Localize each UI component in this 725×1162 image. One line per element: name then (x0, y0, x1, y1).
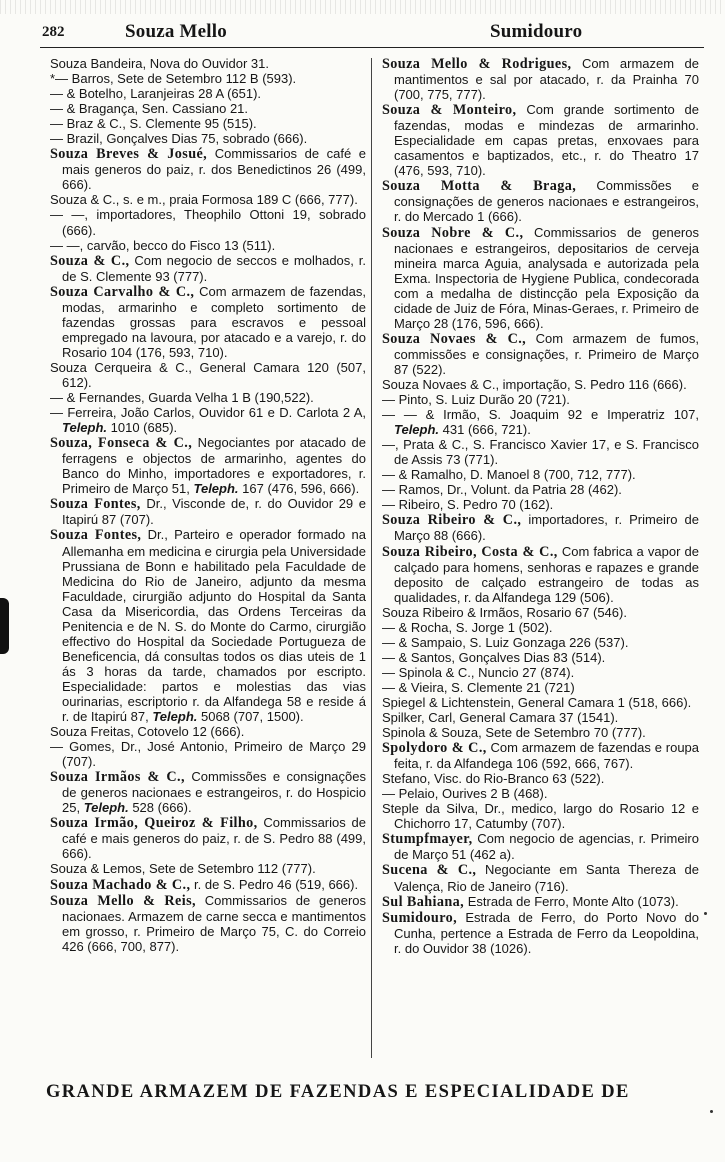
directory-entry (382, 392, 699, 407)
entry-text: & Botelho, Laranjeiras 28 A (651). (66, 86, 262, 102)
header-rule (40, 47, 704, 48)
entry-firm-name: Souza Nobre & C., (382, 224, 524, 241)
entry-text: Souza & C., s. e m., praia Formosa 189 C (666, 777). (50, 192, 358, 208)
directory-entry (50, 739, 366, 769)
entry-text: Commissarios de café e mais generos do paiz, r. dos Benedictinos 26 (499, 666). (62, 146, 366, 193)
directory-entry (50, 390, 366, 405)
directory-entry (382, 725, 699, 740)
entry-text: Negociante em Santa Thereza de Valença, Rio de Janeiro (716). (394, 862, 699, 894)
page-number: 282 (42, 24, 65, 40)
entry-text: — (382, 392, 399, 408)
directory-entry (382, 786, 699, 801)
telephone-label: Teleph. (193, 481, 239, 497)
entry-text: Com armazem de fazendas, modas, armarinho e completo sortimento de fazendas grossas para escravos e pessoal empregado na lavoura, por atacado e a varejo, r. do Rosario 104 (176, 593, 710). (62, 283, 366, 360)
entry-text: Souza Novaes & C., importação, S. Pedro 116 (666). (382, 376, 687, 392)
directory-entry (50, 101, 366, 116)
entry-text: Souza Cerqueira & C., General Camara 120 (507, 612). (50, 359, 366, 390)
directory-entry (50, 815, 366, 861)
right-running-head: Sumidouro (490, 21, 583, 42)
directory-entry (50, 496, 366, 527)
entry-text: — (382, 482, 399, 498)
entry-text: — (382, 649, 399, 665)
entry-text: — (382, 664, 399, 680)
entry-text: Commissarios de generos nacionaes e estrangeiros, depositarios de cerveja mineira marca Aguia, analysada e autorizada pela Exma. Inspectoria de Hygiene Publica, condecorada com a medalha de distincção pela Exposição da cidade de Juiz de Fóra, Minas-Geraes, r. Primeiro de Março 28 (176, 596, 666). (394, 224, 699, 331)
entry-firm-name: Sul Bahiana, (382, 893, 465, 910)
directory-entry (50, 405, 366, 435)
entry-text: Gomes, Dr., José Antonio, Primeiro de Março 29 (707). (62, 739, 366, 770)
entry-text: — (382, 634, 399, 650)
speck (704, 912, 707, 915)
entry-text: Steple da Silva, Dr., medico, largo do Rosario 12 e Chichorro 17, Catumby (707). (382, 801, 699, 832)
entry-text: Commissões e consignações de generos nacionaes e estrangeiros, r. do Mercado 1 (666). (394, 178, 699, 225)
entry-text: — (50, 739, 70, 755)
entry-firm-name: Souza Mello & Rodrigues, (382, 56, 572, 72)
directory-entry (382, 437, 699, 467)
entry-text: Pelaio, Ourives 2 B (468). (398, 786, 548, 802)
directory-entry (50, 86, 366, 101)
entry-firm-name: Souza Motta & Braga, (382, 178, 577, 195)
entry-text: 5068 (707, 1500). (197, 709, 304, 725)
directory-entry (382, 710, 699, 725)
entry-text: Spiegel & Lichtenstein, General Camara 1 (518, 666). (382, 694, 692, 710)
entry-text: importadores, r. Primeiro de Março 88 (666). (394, 512, 699, 544)
entry-firm-name: Souza Mello & Reis, (50, 892, 196, 909)
speck (710, 1110, 713, 1113)
entry-text: Commissarios de generos nacionaes. Armazem de carne secca e mantimentos em grosso, r. Primeiro de Março 75, C. do Correio 426 (666, 700, 877). (62, 892, 366, 954)
entry-text: — (50, 207, 72, 223)
entry-text: Commissões e consignações de generos nacionaes e estrangeiros, r. do Hospicio 25, (62, 769, 366, 816)
directory-entry (50, 71, 366, 86)
left-running-head: Souza Mello (125, 21, 227, 42)
directory-entry (50, 253, 366, 284)
entry-firm-name: Souza Novaes & C., (382, 330, 527, 347)
entry-firm-name: Souza Fontes, (50, 496, 141, 513)
directory-entry (382, 497, 699, 512)
entry-firm-name: Sucena & C., (382, 862, 477, 879)
entry-text: Negociantes por atacado de ferragens e objectos de armarinho, agentes do Banco do Minho, importadores e exportadores, r. Primeiro de Março 51, (62, 435, 366, 497)
entry-text: Barros, Sete de Setembro 112 B (593). (71, 71, 297, 87)
entry-text: & Rocha, S. Jorge 1 (502). (398, 619, 553, 635)
entry-text: —, importadores, Theophilo Ottoni 19, sobrado (666). (62, 207, 366, 238)
directory-entry (50, 192, 366, 207)
telephone-label: Teleph. (152, 709, 198, 725)
footer-banner: GRANDE ARMAZEM DE FAZENDAS E ESPECIALIDADE DE (46, 1082, 630, 1102)
entry-text: — (50, 86, 67, 102)
page-header (0, 0, 725, 44)
directory-entry (382, 102, 699, 178)
directory-entry (382, 620, 699, 635)
entry-text: — (50, 101, 67, 117)
entry-text: & Santos, Gonçalves Dias 83 (514). (398, 649, 606, 665)
entry-text: — (382, 497, 399, 513)
entry-firm-name: Souza Ribeiro & C., (382, 512, 522, 529)
directory-entry (382, 771, 699, 786)
entry-text: Ribeiro, S. Pedro 70 (162). (398, 497, 554, 513)
entry-text: Com armazem de mantimentos e sal por atacado, r. da Prainha 70 (700, 775, 777). (394, 56, 699, 103)
entry-firm-name: Souza, Fonseca & C., (50, 435, 193, 452)
entry-text: Souza & Lemos, Sete de Setembro 112 (777). (50, 861, 316, 877)
entry-text: Com armazem de fazendas e roupa feita, r. da Alfandega 106 (592, 666, 767). (394, 740, 699, 772)
entry-text: Brazil, Gonçalves Dias 75, sobrado (666). (66, 131, 308, 147)
telephone-label: Teleph. (83, 800, 129, 816)
entry-firm-name: Souza Fontes, (50, 527, 142, 544)
entry-text: Souza Ribeiro & Irmãos, Rosario 67 (546). (382, 604, 627, 620)
directory-entry (50, 207, 366, 237)
directory-entry (382, 862, 699, 893)
directory-entry (50, 877, 366, 893)
entry-text: & Fernandes, Guarda Velha 1 B (190,522). (66, 390, 314, 406)
entry-text: Estrada de Ferro, do Porto Novo do Cunha, pertence a Estrada de Ferro da Leopoldina, r. do Ouvidor 38 (1026). (394, 909, 699, 956)
directory-entry (50, 435, 366, 496)
entry-text: Souza Bandeira, Nova do Ouvidor 31. (50, 56, 269, 71)
entry-text: Spinola & Souza, Sete de Setembro 70 (777). (382, 725, 646, 741)
entry-firm-name: Souza & C., (50, 252, 130, 269)
directory-entry (382, 831, 699, 862)
directory-entry (382, 407, 699, 437)
entry-text: 528 (666). (128, 800, 192, 816)
directory-entry (382, 605, 699, 620)
directory-entry (382, 467, 699, 482)
entry-text: Com fabrica a vapor de calçado para homens, senhoras e rapazes e grande deposito de calçado estrangeiro de todas as qualidades, r. da Alfandega 129 (506). (394, 543, 699, 605)
entry-text: Ramos, Dr., Volunt. da Patria 28 (462). (398, 482, 622, 498)
telephone-label: Teleph. (62, 420, 108, 436)
entry-text: Estrada de Ferro, Monte Alto (1073). (464, 893, 679, 909)
entry-text: Spilker, Carl, General Camara 37 (1541). (382, 710, 619, 726)
entry-text: Braz & C., S. Clemente 95 (515). (66, 116, 257, 132)
entry-text: Com armazem de fumos, commissões e consignações, r. Primeiro de Março 87 (522). (394, 330, 699, 377)
directory-entry (50, 360, 366, 390)
entry-text: r. de S. Pedro 46 (519, 666). (190, 876, 359, 892)
directory-entry (50, 284, 366, 360)
directory-entry (382, 695, 699, 710)
directory-entry (50, 238, 366, 253)
directory-entry (382, 331, 699, 377)
entry-firm-name: Souza Ribeiro, Costa & C., (382, 543, 558, 560)
entry-firm-name: Souza Irmão, Queiroz & Filho, (50, 815, 258, 832)
entry-text: Stefano, Visc. do Rio-Branco 63 (522). (382, 771, 605, 787)
entry-text: Com negocio de seccos e molhados, r. de S. Clemente 93 (777). (62, 252, 366, 284)
entry-text: Souza Freitas, Cotovelo 12 (666). (50, 724, 245, 740)
entry-text: — (50, 405, 68, 421)
directory-entry (50, 146, 366, 192)
directory-entry (50, 861, 366, 876)
entry-text: Ferreira, João Carlos, Ouvidor 61 e D. Carlota 2 A, (67, 405, 366, 421)
directory-entry (382, 225, 699, 331)
entry-text: — (382, 619, 399, 635)
entry-text: 431 (666, 721). (439, 422, 531, 438)
entry-firm-name: Sumidouro, (382, 909, 458, 926)
entry-firm-name: Souza Irmãos & C., (50, 769, 185, 786)
entry-text: Dr., Visconde de, r. do Ouvidor 29 e Itapirú 87 (707). (62, 496, 366, 528)
entry-firm-name: Spolydoro & C., (382, 740, 487, 757)
directory-entry (382, 650, 699, 665)
entry-text: Commissarios de café e mais generos do paiz, r. de S. Pedro 88 (499, 666). (62, 815, 366, 862)
entry-text: —, carvão, becco do Fisco 13 (511). (66, 237, 276, 253)
entry-text: Com negocio de agencias, r. Primeiro de Março 51 (462 a). (394, 831, 699, 863)
page-edge-noise (0, 0, 725, 14)
entry-text: —, (382, 437, 404, 453)
directory-entry (50, 116, 366, 131)
directory-entry (382, 680, 699, 695)
entry-firm-name: Souza Carvalho & C., (50, 283, 195, 300)
entry-text: Com grande sortimento de fazendas, modas e mindezas de armarinho. Especialidade em capas pretas, enxovaes para casamentos e baptizados, etc., r. do Theatro 17 (476, 593, 710). (394, 102, 699, 179)
right-column (382, 56, 699, 1056)
entry-text: 1010 (685). (107, 420, 178, 436)
entry-text: — (50, 237, 67, 253)
telephone-label: Teleph. (394, 422, 440, 438)
entry-text: — (382, 679, 399, 695)
directory-entry (50, 131, 366, 146)
directory-entry (382, 894, 699, 910)
entry-firm-name: Souza & Monteiro, (382, 102, 517, 119)
entry-firm-name: Souza Machado & C., (50, 876, 191, 893)
entry-firm-name: Stumpfmayer, (382, 831, 473, 848)
entry-text: & Sampaio, S. Luiz Gonzaga 226 (537). (398, 634, 629, 650)
entry-text: Dr., Parteiro e operador formado na Allemanha em medicina e cirurgia pela Universidade Prussiana de Bonn e habilitado pela Faculdade de Medicina do Rio de Janeiro, adjunto da mesma Faculdade, cirurgião adjunto do Hospital da Santa Casa da Misericordia, das Ordens Terceiras da Penitencia e de N. S. do Monte do Carmo, cirurgião effectivo do Hospital da Sociedade Portugueza de Beneficencia, dá consultas todos os dias uteis de 1 ás 3 horas da tarde, chamados por escripto. Especialidade: partos e molestias das vias ourinarias, escriptorio r. da Alfandega 58 e reside á r. de Itapirú 87, (62, 527, 366, 725)
entry-text: — (382, 786, 399, 802)
entry-text: — (382, 467, 399, 483)
directory-entry (382, 482, 699, 497)
directory-entry (382, 665, 699, 680)
directory-entry (50, 724, 366, 739)
directory-entry (382, 801, 699, 831)
directory-entry (382, 178, 699, 224)
entry-text: & Ramalho, D. Manoel 8 (700, 712, 777). (398, 467, 636, 483)
directory-entry (382, 512, 699, 543)
entry-text: — (50, 131, 67, 147)
directory-entry (382, 56, 699, 102)
directory-entry (382, 544, 699, 605)
entry-text: & Bragança, Sen. Cassiano 21. (66, 101, 249, 117)
entry-firm-name: Souza Breves & Josué, (50, 146, 208, 163)
entry-text: — & Irmão, S. Joaquim 92 e Imperatriz 107, (403, 407, 699, 423)
entry-text: — (382, 407, 404, 423)
entry-text: & Vieira, S. Clemente 21 (721) (398, 679, 575, 695)
directory-entry (50, 527, 366, 724)
entry-text: Spinola & C., Nuncio 27 (874). (398, 664, 575, 680)
entry-text: 167 (476, 596, 666). (238, 481, 360, 497)
directory-entry (50, 769, 366, 815)
directory-entry (382, 910, 699, 956)
ink-blot (0, 598, 9, 654)
entry-text: *— (50, 71, 72, 87)
column-divider (371, 58, 372, 1058)
directory-entry (382, 635, 699, 650)
directory-entry (50, 893, 366, 954)
entry-text: Prata & C., S. Francisco Xavier 17, e S. Francisco de Assis 73 (771). (394, 437, 699, 468)
directory-entry (50, 56, 366, 71)
left-column (50, 56, 366, 1056)
entry-text: — (50, 116, 67, 132)
directory-entry (382, 377, 699, 392)
entry-text: — (50, 390, 67, 406)
entry-text: Pinto, S. Luiz Durão 20 (721). (398, 392, 570, 408)
directory-entry (382, 740, 699, 771)
